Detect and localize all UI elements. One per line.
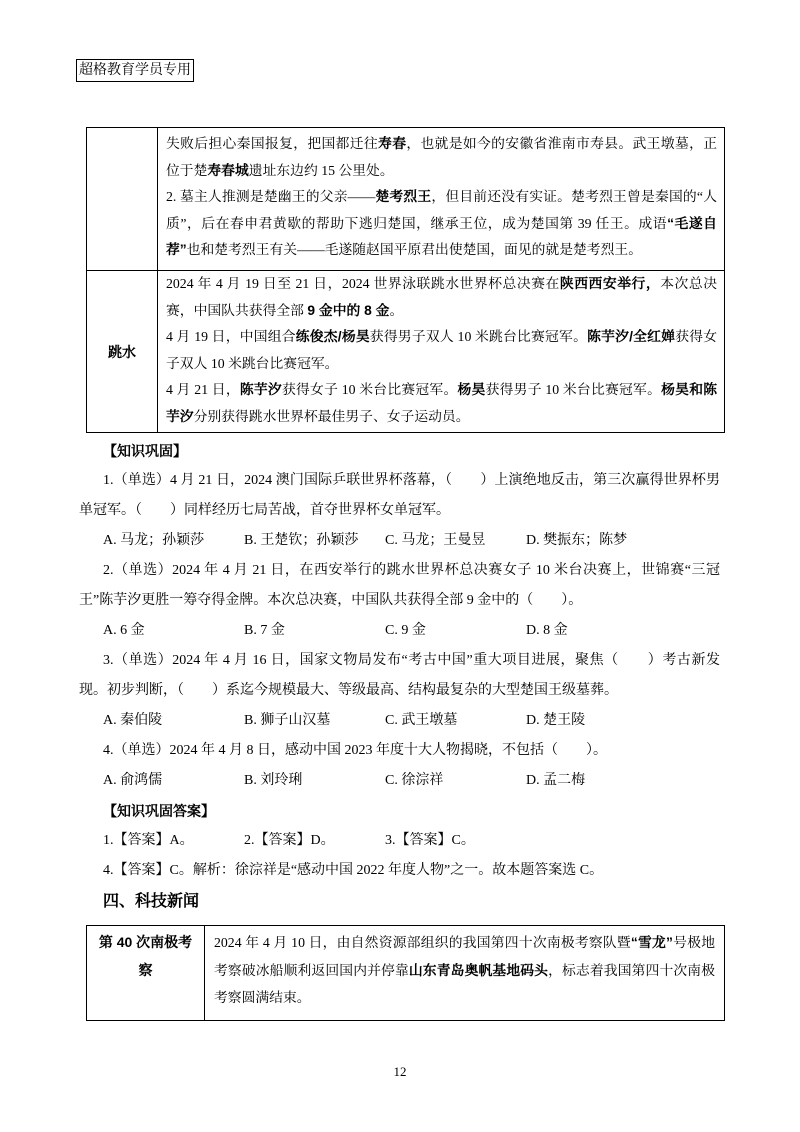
row-content <box>158 271 725 433</box>
question-stem: 4.（单选）2024 年 4 月 8 日，感动中国 2023 年度十大人物揭晓，不包括（ ）。 <box>103 743 607 758</box>
text-run: ，但目前还没有实证。楚考烈王曾是秦国的“人质”，后在春申君黄歇的帮助下逃归楚国，继承王位，成为楚国第 39 任王。成语 <box>166 189 718 231</box>
answers-row <box>79 826 720 856</box>
row-label <box>87 128 158 271</box>
option-c: C. 9 金 <box>385 623 426 638</box>
option-d: D. 孟二梅 <box>526 773 586 788</box>
option-c: C. 马龙；王曼昱 <box>385 533 486 548</box>
bold-text-run: “雪龙” <box>630 935 673 950</box>
text-run: 分别获得跳水世界杯最佳男子、女子运动员。 <box>193 408 470 424</box>
table-row <box>87 128 725 271</box>
bold-text-run: 陕西西安举行， <box>559 276 661 291</box>
answer-2: 2.【答案】D。 <box>244 833 335 848</box>
question-stem: 1.（单选）4 月 21 日，2024 澳门国际乒联世界杯落幕，（ ）上演绝地反击，第三次赢得世界杯男单冠军。（ ）同样经历七局苦战，首夺世界杯女单冠军。 <box>79 473 720 518</box>
bold-text-run: 杨昊和陈芋汐 <box>166 382 718 424</box>
answers-title: 【知识巩固答案】 <box>103 803 215 819</box>
option-d: D. 楚王陵 <box>526 713 586 728</box>
paragraph <box>166 377 717 430</box>
answer-4: 4.【答案】C。解析：徐淙祥是“感动中国 2022 年度人物”之一。故本题答案选 C。 <box>103 863 604 878</box>
row-content <box>205 926 725 1021</box>
bold-text-run: 山东青岛奥帆基地码头 <box>408 962 549 978</box>
option-d: D. 樊振东；陈梦 <box>526 533 628 548</box>
text-run: ，标志着我国第四十次南极考察圆满结束。 <box>214 962 716 1005</box>
bold-text-run: 练俊杰/杨昊 <box>295 329 370 344</box>
option-d: D. 8 金 <box>526 623 568 638</box>
row-label: 跳水 <box>87 271 158 433</box>
text-run: 2. 墓主人推测是楚幽王的父亲—— <box>166 189 376 204</box>
text-run: ，也就是如今的安徽省淮南市寿县。武王墩墓，正位于楚 <box>166 136 718 178</box>
text-run: 获得女子双人 10 米跳台比赛冠军。 <box>166 329 718 371</box>
option-b: B. 王楚钦；孙颖莎 <box>244 533 359 548</box>
paragraph <box>166 184 717 264</box>
paragraph <box>166 324 717 377</box>
text-run: 号极地考察破冰船顺利返回国内并停靠 <box>214 935 716 978</box>
bold-text-run: 陈芋汐 <box>239 382 282 397</box>
text-run: 2024 年 4 月 19 日至 21 日，2024 世界泳联跳水世界杯总决赛在 <box>166 276 560 291</box>
news-table-culture-sports <box>86 127 725 433</box>
bold-text-run: 陈芋汐/全红婵 <box>587 329 676 344</box>
option-a: A. 6 金 <box>103 623 145 638</box>
knowledge-section <box>79 436 720 918</box>
table-row <box>87 271 725 433</box>
option-b: B. 狮子山汉墓 <box>244 713 331 728</box>
option-c: C. 武王墩墓 <box>385 713 458 728</box>
option-a: A. 马龙；孙颖莎 <box>103 533 205 548</box>
paragraph <box>166 131 717 184</box>
option-a: A. 秦伯陵 <box>103 713 163 728</box>
text-run: 获得女子 10 米台比赛冠军。 <box>281 382 458 397</box>
text-run: 失败后担心秦国报复，把国都迁往 <box>166 136 379 151</box>
answer-1: 1.【答案】A。 <box>103 833 194 848</box>
bold-text-run: “毛遂自荐” <box>166 215 717 257</box>
knowledge-title: 【知识巩固】 <box>103 443 187 459</box>
row-content <box>158 128 725 271</box>
text-run: 也和楚考烈王有关——毛遂随赵国平原君出使楚国，面见的就是楚考烈王。 <box>186 242 642 257</box>
bold-text-run: 寿春城 <box>207 162 249 178</box>
text-run: 。 <box>389 302 404 318</box>
option-row <box>79 766 720 796</box>
option-row <box>79 616 720 646</box>
text-run: 遗址东边约 15 公里处。 <box>248 162 394 178</box>
section-heading: 四、科技新闻 <box>103 893 200 910</box>
text-run: 2024 年 4 月 10 日，由自然资源部组织的我国第四十次南极考察队暨 <box>214 935 631 950</box>
question-stem: 3.（单选）2024 年 4 月 16 日，国家文物局发布“考古中国”重大项目进展，聚焦（ ）考古新发现。初步判断，（ ）系迄今规模最大、等级最高、结构最复杂的大型楚国王级墓葬。 <box>79 653 720 698</box>
page-number: 12 <box>393 1064 407 1079</box>
question-stem: 2.（单选）2024 年 4 月 21 日，在西安举行的跳水世界杯总决赛女子 10 米台决赛上，世锦赛“三冠王”陈芋汐更胜一筹夺得金牌。本次总决赛，中国队共获得全部 9 金中的（ ）。 <box>79 563 720 608</box>
option-row <box>79 706 720 736</box>
option-a: A. 俞鸿儒 <box>103 773 163 788</box>
header-label: 超格教育学员专用 <box>76 59 194 82</box>
text-run: 4 月 19 日，中国组合 <box>166 329 296 344</box>
bold-text-run: 楚考烈王 <box>375 189 432 204</box>
bold-text-run: 9 金中的 8 金 <box>307 302 390 318</box>
option-b: B. 刘玲琍 <box>244 773 303 788</box>
text-run: 4 月 21 日， <box>166 382 240 397</box>
answer-3: 3.【答案】C。 <box>385 833 475 848</box>
bold-text-run: 杨昊 <box>457 382 486 397</box>
paragraph <box>166 271 717 324</box>
option-row <box>79 526 720 556</box>
paragraph <box>214 929 715 1012</box>
option-c: C. 徐淙祥 <box>385 773 444 788</box>
text-run: 获得男子 10 米台比赛冠军。 <box>485 382 662 397</box>
text-run: 获得男子双人 10 米跳台比赛冠军。 <box>369 329 588 344</box>
news-table-technology <box>86 925 725 1021</box>
option-b: B. 7 金 <box>244 623 285 638</box>
bold-text-run: 寿春 <box>378 136 407 151</box>
table-row <box>87 926 725 1021</box>
text-run: 本次总决赛，中国队共获得全部 <box>166 276 717 318</box>
row-label: 第 40 次南极考察 <box>87 926 205 1021</box>
